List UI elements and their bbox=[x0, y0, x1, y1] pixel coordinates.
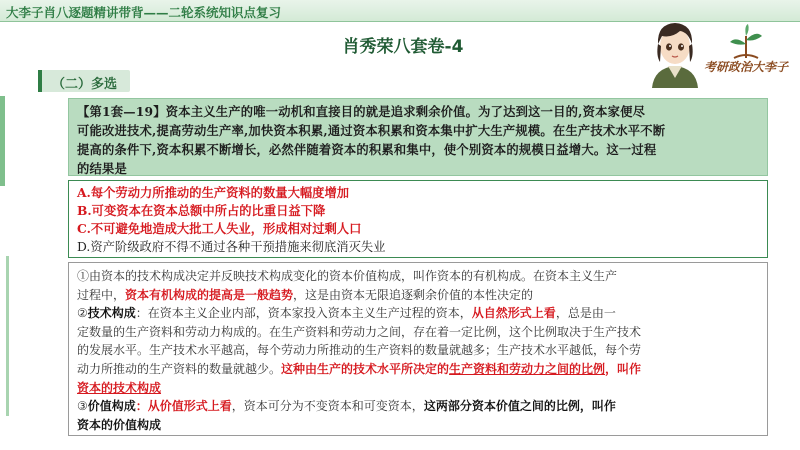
item-number: ③ bbox=[77, 399, 88, 414]
analysis-text: ，叫作 bbox=[605, 361, 642, 376]
analysis-p1-line1: ①由资本的技术构成决定并反映技术构成变化的资本价值构成，叫作资本的有机构成。在资本主义生产 bbox=[77, 269, 618, 283]
analysis-text: ，这是由资本无限追逐剩余价值的本性决定的 bbox=[293, 287, 534, 302]
side-decoration bbox=[0, 96, 26, 450]
item-number: ② bbox=[77, 306, 88, 321]
question-line: 可能改进技术,提高劳动生产率,加快资本积累,通过资本积累和资本集中扩大生产规模。在生产技术水平不断 bbox=[77, 123, 666, 138]
brand-logo bbox=[704, 22, 788, 82]
option-d: D.资产阶级政府不得不通过各种干预措施来彻底消灭失业 bbox=[77, 240, 386, 254]
key-point-ratio: 生产资料和劳动力之间的比例 bbox=[449, 361, 606, 376]
key-point-value-ratio: 这两部分资本价值之间的比例，叫作 bbox=[423, 399, 616, 414]
brand-logo-text: 考研政治大李子 bbox=[704, 60, 789, 74]
key-point-natural-form: 从自然形式上看 bbox=[471, 306, 556, 321]
analysis-text: ，资本可分为不变资本和可变资本， bbox=[231, 399, 424, 414]
cartoon-avatar bbox=[648, 16, 702, 88]
analysis-p3-line2 bbox=[77, 416, 759, 435]
analysis-p2-line3: 的发展水平。生产技术水平越高，每个劳动力所推动的生产资料的数量就越多；生产技术水平越低，每个劳 bbox=[77, 343, 642, 358]
question-line: 提高的条件下,资本积累不断增长，必然伴随着资本的积累和集中，使个别资本的规模日益增大。这一过程 bbox=[77, 142, 657, 157]
key-point-value-form: ：从价值形式上看 bbox=[135, 399, 232, 414]
section-tag-bar bbox=[38, 70, 42, 92]
key-point-technical-level: 这种由生产的技术水平所决定的 bbox=[281, 361, 450, 376]
option-a: A.每个劳动力所推动的生产资料的数量大幅度增加 bbox=[77, 185, 350, 200]
question-stem bbox=[68, 98, 768, 176]
analysis-p2-line5 bbox=[77, 379, 759, 398]
question-line: 【第1套—19】资本主义生产的唯一动机和直接目的就是追求剩余价值。为了达到这一目的,资本家便尽 bbox=[77, 104, 646, 119]
section-tag bbox=[38, 70, 130, 92]
analysis-panel bbox=[68, 262, 768, 436]
heading-value-composition: 价值构成 bbox=[87, 399, 136, 414]
key-term-technical-composition: 资本的技术构成 bbox=[77, 380, 162, 395]
question-line: 的结果是 bbox=[77, 161, 127, 176]
analysis-p2-line4 bbox=[77, 360, 759, 379]
option-b: B.可变资本在资本总额中所占的比重日益下降 bbox=[77, 203, 326, 218]
key-point-organic-composition: 资本有机构成的提高是一般趋势 bbox=[125, 287, 294, 302]
section-label: （二）多选 bbox=[52, 77, 118, 92]
analysis-text: 动力所推动的生产资料的数量就越少。 bbox=[77, 361, 282, 376]
analysis-text: ：在资本主义企业内部，资本家投入资本主义生产过程的资本， bbox=[135, 306, 472, 321]
options-list bbox=[68, 180, 768, 258]
option-c: C.不可避免地造成大批工人失业，形成相对过剩人口 bbox=[77, 221, 362, 236]
analysis-p2-line2: 定数量的生产资料和劳动力构成的。在生产资料和劳动力之间，存在着一定比例，这个比例取决于生产技术 bbox=[77, 324, 642, 339]
analysis-p3-line1 bbox=[77, 397, 759, 416]
plant-logo-icon bbox=[704, 22, 788, 62]
analysis-text: ，总是由一 bbox=[555, 306, 616, 321]
course-title: 大李子肖八逐题精讲带背——二轮系统知识点复习 bbox=[6, 5, 282, 20]
key-term-value-composition: 资本的价值构成 bbox=[77, 417, 162, 432]
analysis-p1-line2 bbox=[77, 286, 759, 305]
heading-technical-composition: 技术构成 bbox=[87, 306, 136, 321]
analysis-text: 过程中， bbox=[77, 287, 126, 302]
slide-title: 肖秀荣八套卷-4 bbox=[342, 37, 464, 57]
analysis-p2-line1 bbox=[77, 304, 759, 323]
